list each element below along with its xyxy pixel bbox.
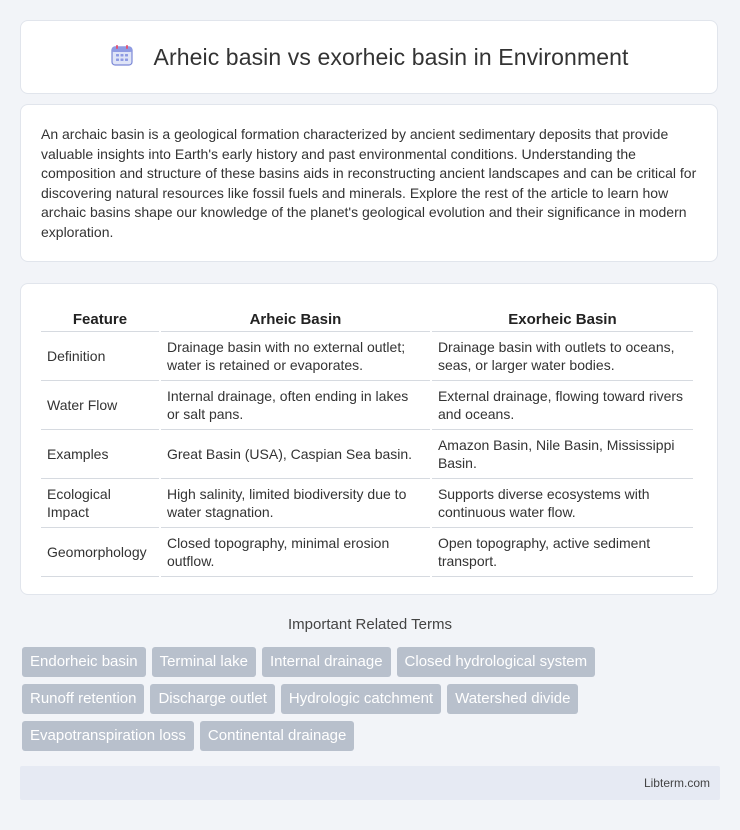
arheic-cell: Closed topography, minimal erosion outflow. (161, 528, 430, 577)
exorheic-cell: Amazon Basin, Nile Basin, Mississippi Basin. (432, 430, 693, 479)
table-row (41, 430, 693, 479)
related-term-tag[interactable]: Continental drainage (200, 721, 354, 751)
feature-cell: Water Flow (41, 381, 159, 430)
intro-text: An archaic basin is a geological formation characterized by ancient sedimentary deposits that provide valuable insights into Earth's early history and past environmental conditions. Understanding the composition and structure of these basins aids in reconstructing ancient landscapes and can be critical for discovering natural resources like fossil fuels and minerals. Explore the rest of the article to learn how archaic basins shape our knowledge of the planet's geological evolution and their significance in modern exploration. (41, 126, 697, 240)
related-term-tag[interactable]: Discharge outlet (150, 684, 274, 714)
exorheic-cell: Supports diverse ecosystems with continuous water flow. (432, 479, 693, 528)
header-feature: Feature (41, 304, 159, 332)
exorheic-cell: External drainage, flowing toward rivers and oceans. (432, 381, 693, 430)
page-title: Arheic basin vs exorheic basin in Environment (153, 43, 629, 70)
intro-card (20, 104, 718, 262)
arheic-cell: Drainage basin with no external outlet; water is retained or evaporates. (161, 332, 430, 381)
exorheic-cell: Drainage basin with outlets to oceans, seas, or larger water bodies. (432, 332, 693, 381)
arheic-cell: High salinity, limited biodiversity due to water stagnation. (161, 479, 430, 528)
calendar-icon (110, 43, 134, 72)
footer-site-link[interactable]: Libterm.com (643, 776, 710, 790)
table-row (41, 528, 693, 577)
comparison-table-card (20, 283, 718, 595)
comparison-table (39, 304, 695, 577)
header-exorheic: Exorheic Basin (432, 304, 693, 332)
related-term-tag[interactable]: Internal drainage (262, 647, 391, 677)
feature-cell: Examples (41, 430, 159, 479)
table-row (41, 479, 693, 528)
related-term-tag[interactable]: Runoff retention (22, 684, 144, 714)
related-terms-title: Important Related Terms (288, 616, 452, 633)
related-term-tag[interactable]: Terminal lake (152, 647, 256, 677)
related-term-tag[interactable]: Watershed divide (447, 684, 578, 714)
feature-cell: Definition (41, 332, 159, 381)
footer (20, 766, 720, 800)
table-header-row (41, 304, 693, 332)
related-term-tag[interactable]: Evapotranspiration loss (22, 721, 194, 751)
exorheic-cell: Open topography, active sediment transport. (432, 528, 693, 577)
arheic-cell: Great Basin (USA), Caspian Sea basin. (161, 430, 430, 479)
title-wrap (110, 43, 629, 72)
arheic-cell: Internal drainage, often ending in lakes or salt pans. (161, 381, 430, 430)
related-terms-list (22, 647, 722, 751)
related-term-tag[interactable]: Endorheic basin (22, 647, 146, 677)
related-term-tag[interactable]: Closed hydrological system (397, 647, 596, 677)
header-arheic: Arheic Basin (161, 304, 430, 332)
feature-cell: Geomorphology (41, 528, 159, 577)
feature-cell: Ecological Impact (41, 479, 159, 528)
header-card (20, 20, 718, 94)
table-row (41, 381, 693, 430)
table-row (41, 332, 693, 381)
related-term-tag[interactable]: Hydrologic catchment (281, 684, 441, 714)
